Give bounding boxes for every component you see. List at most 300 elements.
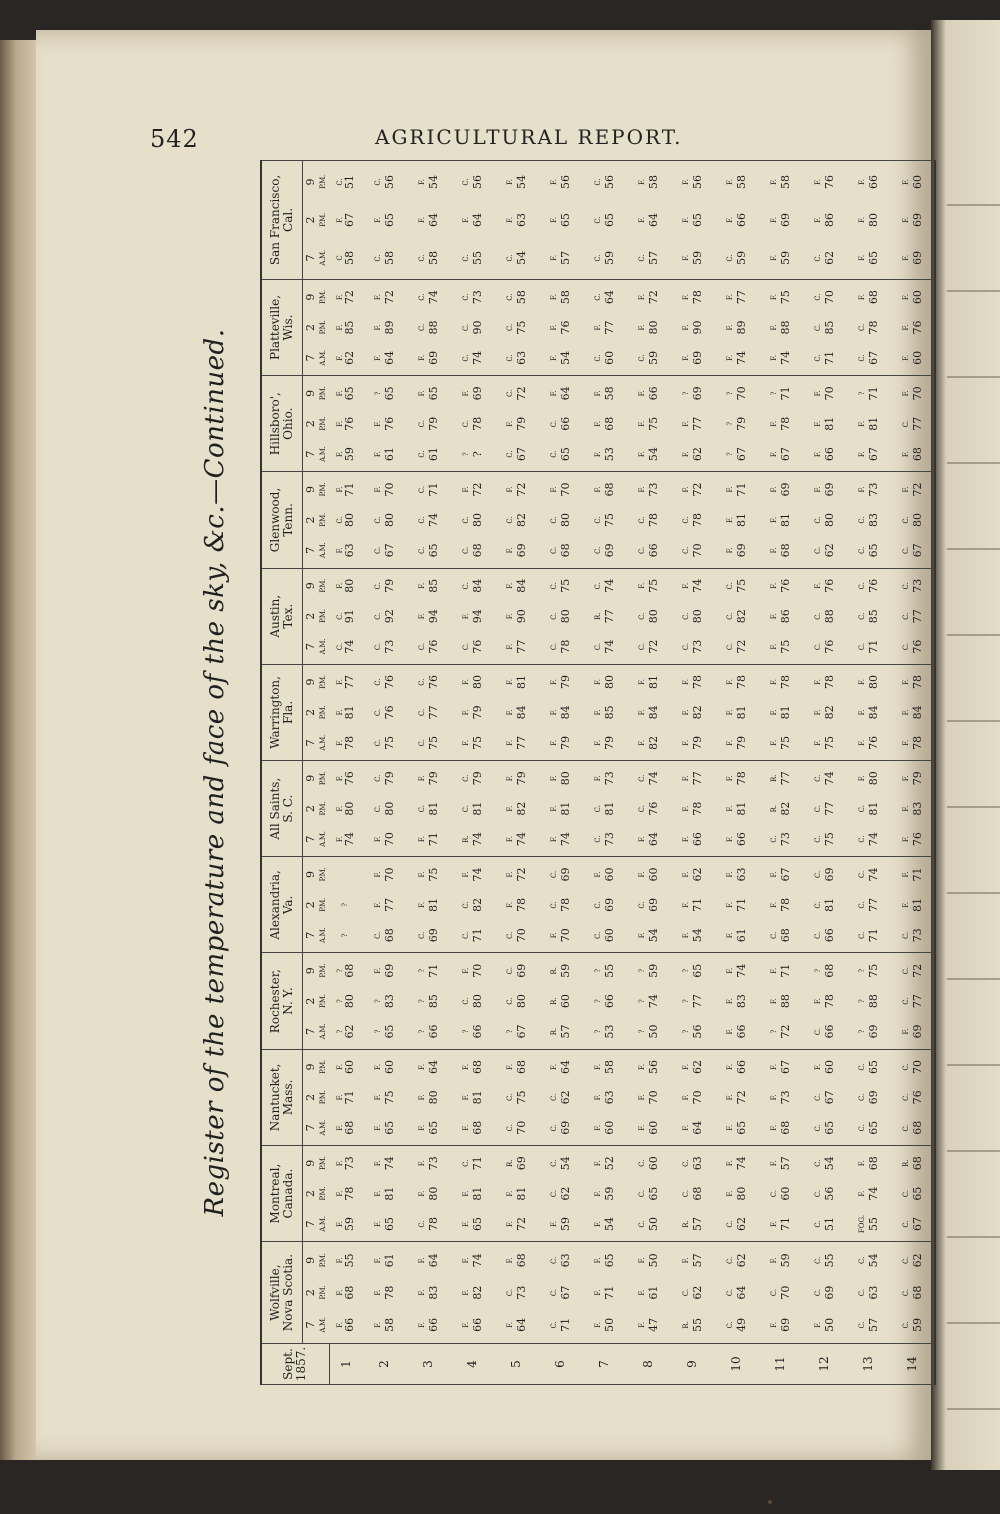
hour-labels [303, 1242, 319, 1344]
temperature-value: 71 [426, 963, 440, 978]
day-number: 5 [494, 1344, 538, 1385]
observation [417, 959, 439, 982]
sky-code: F. [336, 1321, 345, 1328]
sky-code: F. [637, 739, 646, 746]
observation [335, 574, 355, 597]
sky-code: F. [373, 451, 382, 458]
temperature-value: 71 [558, 1317, 572, 1332]
sky-code: F. [505, 871, 514, 878]
station-reading-cell [626, 1242, 670, 1344]
sky-code: F. [593, 1321, 602, 1328]
observation [373, 574, 395, 597]
sky-code: R. [549, 966, 558, 975]
day-number: 6 [538, 1344, 582, 1385]
observation [373, 1152, 395, 1175]
observation [681, 1020, 703, 1043]
observation [681, 731, 703, 754]
sky-code: F. [373, 324, 382, 331]
station-name-line: S. C. [281, 794, 295, 823]
sky-code: C. [593, 178, 602, 186]
sky-code: ? [461, 452, 470, 457]
observation [505, 443, 527, 466]
sky-code: F. [505, 420, 514, 427]
sky-code: C. [417, 931, 426, 939]
observation [335, 990, 355, 1013]
observation [461, 605, 483, 628]
station-reading-cell [626, 279, 670, 375]
sky-code: F. [813, 582, 822, 589]
sky-code: C. [857, 1288, 866, 1297]
observation [769, 863, 791, 886]
sky-code: F. [857, 1190, 866, 1197]
sky-code: ? [681, 391, 690, 396]
temperature-value: 62 [734, 1253, 748, 1268]
temperature-value: 76 [470, 639, 484, 654]
sky-code: C. [593, 835, 602, 843]
temperature-value: 81 [602, 801, 616, 816]
observation [461, 893, 483, 916]
temperature-value: 74 [470, 350, 484, 365]
temperature-value: 60 [646, 1156, 660, 1171]
observation [769, 893, 791, 916]
hour-labels [303, 1145, 319, 1241]
temperature-value: 53 [602, 1024, 616, 1039]
sky-code: F. [769, 294, 778, 301]
station-reading-cell [494, 472, 538, 568]
observation [549, 701, 571, 724]
observation [461, 959, 483, 982]
temperature-value: 80 [470, 994, 484, 1009]
observation [335, 508, 355, 531]
observation [593, 828, 615, 851]
observation [417, 605, 439, 628]
sky-code: C. [461, 293, 470, 301]
sky-code: F. [681, 486, 690, 493]
ampm-label: A.M. [319, 1120, 327, 1136]
sky-code: C. [336, 178, 345, 186]
observation [417, 382, 439, 405]
observation [461, 701, 483, 724]
temperature-value: 74 [382, 1156, 396, 1171]
observation [681, 1213, 703, 1236]
temperature-value: 64 [426, 212, 440, 227]
temperature-value: 57 [690, 1253, 704, 1268]
temperature-value: 64 [690, 1120, 704, 1135]
temperature-value: 68 [470, 1120, 484, 1135]
temperature-value: 59 [778, 250, 792, 265]
observation [417, 1055, 439, 1078]
ampm-label: P.M. [319, 963, 327, 978]
sky-code: C. [461, 931, 470, 939]
observation [335, 1313, 355, 1336]
temperature-value: 77 [514, 735, 528, 750]
sky-code: F. [336, 739, 345, 746]
hour-label: 2 [304, 323, 317, 331]
sky-code: ? [505, 1029, 514, 1034]
temperature-value: 65 [382, 1120, 396, 1135]
temperature-value: 75 [470, 735, 484, 750]
table-row [846, 161, 890, 1385]
hour-label: 9 [304, 870, 317, 878]
observation [813, 539, 835, 562]
observation [813, 382, 835, 405]
temperature-value: 77 [822, 801, 836, 816]
sky-code: C. [901, 1093, 910, 1102]
temperature-value: 68 [602, 482, 616, 497]
sky-code: C. [461, 997, 470, 1005]
temperature-value: 91 [343, 609, 357, 624]
temperature-value: 68 [343, 1285, 357, 1300]
temperature-value: 72 [646, 639, 660, 654]
observation [813, 316, 835, 339]
temperature-value: 68 [514, 1059, 528, 1074]
observation [637, 286, 659, 309]
temperature-value: 55 [470, 250, 484, 265]
station-header [261, 568, 303, 664]
temperature-value: 73 [470, 290, 484, 305]
sky-code: C. [813, 354, 822, 362]
station-reading-cell [406, 568, 450, 664]
temperature-value: 70 [690, 543, 704, 558]
sky-code: C. [505, 997, 514, 1005]
station-reading-cell [450, 472, 494, 568]
temperature-value: 88 [866, 994, 880, 1009]
temperature-value: 59 [602, 1186, 616, 1201]
observation [373, 478, 395, 501]
observation [417, 990, 439, 1013]
temperature-value: 60 [910, 290, 924, 305]
day-number: 7 [582, 1344, 626, 1385]
observation [417, 797, 439, 820]
sky-code: F. [417, 582, 426, 589]
table-row [758, 161, 802, 1385]
observation [901, 828, 923, 851]
temperature-value: 65 [426, 386, 440, 401]
sky-code: C. [637, 1220, 646, 1228]
sky-code: C. [373, 739, 382, 747]
hour-label: 9 [304, 1063, 317, 1071]
observation [505, 1281, 527, 1304]
sky-code: F. [549, 679, 558, 686]
observation [725, 412, 747, 435]
station-reading-cell [362, 1242, 406, 1344]
temperature-value: 65 [426, 1120, 440, 1135]
sky-code: C. [505, 1093, 514, 1102]
hour-label: 9 [304, 486, 317, 494]
sky-code: F. [461, 871, 470, 878]
observation [725, 828, 747, 851]
observation [417, 508, 439, 531]
sky-code: C. [857, 1093, 866, 1102]
sky-code: ? [593, 999, 602, 1004]
station-reading-cell [494, 568, 538, 664]
station-reading-cell [758, 568, 802, 664]
temperature-value: 61 [382, 447, 396, 462]
temperature-value: 66 [343, 1317, 357, 1332]
observation [461, 1020, 483, 1043]
temperature-value: 76 [910, 832, 924, 847]
temperature-value: 76 [343, 771, 357, 786]
observation [725, 539, 747, 562]
sky-code: F. [336, 547, 345, 554]
station-reading-cell [406, 376, 450, 472]
temperature-value: 66 [646, 543, 660, 558]
temperature-value: 67 [910, 543, 924, 558]
observation [637, 635, 659, 658]
observation [593, 1055, 615, 1078]
hour-labels [303, 376, 319, 472]
station-reading-cell [714, 664, 758, 760]
observation [373, 316, 395, 339]
temperature-value: 68 [866, 290, 880, 305]
station-reading-cell [538, 161, 582, 280]
sky-code: F. [593, 679, 602, 686]
temperature-value: 74 [426, 290, 440, 305]
temperature-value: 75 [734, 578, 748, 593]
observation [857, 1116, 879, 1139]
observation [373, 170, 395, 193]
observation [857, 924, 879, 947]
observation [857, 635, 879, 658]
observation [373, 286, 395, 309]
station-reading-cell [538, 664, 582, 760]
temperature-value: 79 [514, 416, 528, 431]
hour-label: 9 [304, 1159, 317, 1167]
station-reading-cell [406, 1242, 450, 1344]
observation [901, 671, 923, 694]
temperature-value: 70 [382, 482, 396, 497]
sky-code: C. [813, 1124, 822, 1132]
sky-code: F. [336, 1094, 345, 1101]
sky-code: C. [857, 323, 866, 332]
temperature-value: 63 [690, 1156, 704, 1171]
station-reading-cell [494, 161, 538, 280]
temperature-value: 66 [602, 994, 616, 1009]
temperature-value: 70 [910, 386, 924, 401]
sky-code: ? [637, 968, 646, 973]
temperature-value: 62 [690, 867, 704, 882]
observation [335, 1281, 355, 1304]
sky-code: F. [769, 613, 778, 620]
observation [637, 443, 659, 466]
observation [335, 246, 355, 269]
observation [549, 1213, 571, 1236]
temperature-value: 90 [470, 320, 484, 335]
sky-code: C. [593, 642, 602, 651]
observation [593, 539, 615, 562]
temperature-value: 69 [866, 1090, 880, 1105]
sky-code: F. [461, 1257, 470, 1264]
observation [813, 959, 835, 982]
station-reading-cell [714, 761, 758, 857]
sky-code: F. [549, 709, 558, 716]
observation [373, 828, 395, 851]
temperature-value: 53 [602, 447, 616, 462]
station-reading-cell [626, 953, 670, 1049]
temperature-value: 59 [558, 1217, 572, 1231]
observation [901, 1213, 923, 1236]
sky-code: C. [373, 612, 382, 620]
temperature-value: 65 [866, 1059, 880, 1074]
sky-code: F. [637, 836, 646, 843]
observation [681, 924, 703, 947]
observation [769, 1213, 791, 1236]
station-reading-cell [714, 1145, 758, 1241]
sky-code: C. [901, 1256, 910, 1265]
station-reading-cell [538, 1145, 582, 1241]
sky-code: F. [769, 1124, 778, 1131]
observation [681, 990, 703, 1013]
observation [637, 893, 659, 916]
station-header [261, 376, 303, 472]
sky-code: F. [725, 901, 734, 908]
observation [769, 1152, 791, 1175]
observation [813, 246, 835, 269]
temperature-value: 65 [866, 250, 880, 265]
temperature-value: 77 [910, 416, 924, 431]
observation [681, 443, 703, 466]
sky-code: F. [336, 775, 345, 782]
temperature-value: 74 [646, 994, 660, 1009]
observation [417, 1249, 439, 1272]
sky-code: F. [681, 836, 690, 843]
station-reading-cell [802, 1049, 846, 1145]
hour-labels [303, 161, 319, 280]
temperature-value: 78 [690, 512, 704, 527]
observation [681, 286, 703, 309]
observation [461, 863, 483, 886]
observation [725, 246, 747, 269]
sky-code: F. [725, 1094, 734, 1101]
sky-code: F. [681, 739, 690, 746]
observation [335, 635, 355, 658]
sky-code: F. [336, 1063, 345, 1070]
station-reading-cell [582, 761, 626, 857]
day-number: 9 [670, 1344, 714, 1385]
station-reading-cell [329, 761, 362, 857]
observation [901, 246, 923, 269]
observation [681, 767, 703, 790]
sky-code: F. [593, 451, 602, 458]
sky-code: C. [373, 516, 382, 524]
sky-code: F. [593, 1221, 602, 1227]
temperature-value: 64 [646, 832, 660, 847]
observation [593, 1086, 615, 1109]
day-number: 2 [362, 1344, 406, 1385]
sky-code: C. [901, 997, 910, 1005]
observation [637, 1020, 659, 1043]
observation [769, 797, 791, 820]
observation [681, 863, 703, 886]
sky-code: ? [593, 968, 602, 973]
sky-code: F. [373, 1094, 382, 1101]
observation [857, 246, 879, 269]
observation [461, 1313, 483, 1336]
temperature-value: 66 [734, 1059, 748, 1074]
temperature-value: 68 [690, 1186, 704, 1201]
station-reading-cell [406, 857, 450, 953]
observation [335, 701, 355, 724]
sky-code: F. [461, 216, 470, 223]
temperature-value: 54 [602, 1217, 616, 1231]
sky-code: F. [336, 582, 345, 589]
temperature-value: 74 [470, 832, 484, 847]
temperature-value: 54 [426, 174, 440, 189]
sky-code: F. [637, 1063, 646, 1070]
sky-code: R. [681, 1220, 690, 1228]
station-reading-cell [538, 1242, 582, 1344]
temperature-value: 60 [602, 1120, 616, 1135]
station-header [261, 857, 303, 953]
sky-code: C. [901, 967, 910, 975]
temperature-value: 66 [646, 386, 660, 401]
sky-code: C. [417, 642, 426, 651]
temperature-value: 84 [514, 705, 528, 720]
sky-code: F. [725, 998, 734, 1005]
sky-code: F. [336, 420, 345, 427]
station-header [261, 664, 303, 760]
temperature-value: 65 [602, 1253, 616, 1268]
sky-code: F. [769, 451, 778, 458]
temperature-value: 74 [734, 1156, 748, 1171]
sky-code: C. [813, 1093, 822, 1102]
observation [593, 605, 615, 628]
temperature-value: 67 [778, 1059, 792, 1074]
temperature-value: 73 [602, 771, 616, 786]
observation [549, 767, 571, 790]
temperature-value: 78 [690, 675, 704, 690]
observation [373, 767, 395, 790]
temperature-value: 61 [734, 928, 748, 943]
ampm-label: P.M. [319, 994, 327, 1008]
temperature-value: 72 [910, 482, 924, 497]
observation [725, 208, 747, 231]
sky-code: C. [637, 774, 646, 782]
observation [549, 246, 571, 269]
temperature-value: 78 [470, 416, 484, 431]
observation [769, 959, 791, 982]
observation [461, 1213, 483, 1236]
temperature-value: 66 [734, 212, 748, 227]
temperature-value: 69 [514, 543, 528, 558]
temperature-value: 74 [602, 578, 616, 593]
observation [417, 671, 439, 694]
sky-code: C. [637, 1159, 646, 1167]
observation [857, 1213, 879, 1236]
sky-code: F. [336, 390, 345, 397]
observation [637, 1182, 659, 1205]
observation [725, 1055, 747, 1078]
temperature-value: 67 [778, 867, 792, 882]
temperature-value: 74 [734, 963, 748, 978]
observation [461, 382, 483, 405]
temperature-value: 80 [734, 1186, 748, 1201]
sky-code: C. [901, 546, 910, 555]
temperature-value: 79 [734, 416, 748, 431]
observation [461, 412, 483, 435]
sky-code: C. [637, 354, 646, 362]
observation [335, 605, 355, 628]
observation [549, 478, 571, 501]
table-row [494, 161, 538, 1385]
sky-code: C. [593, 216, 602, 224]
sky-code: F. [857, 486, 866, 493]
temperature-value: 74 [734, 350, 748, 365]
station-reading-cell [538, 1049, 582, 1145]
temperature-value: 60 [382, 1059, 396, 1074]
sky-code: C. [813, 1256, 822, 1265]
observation [813, 574, 835, 597]
